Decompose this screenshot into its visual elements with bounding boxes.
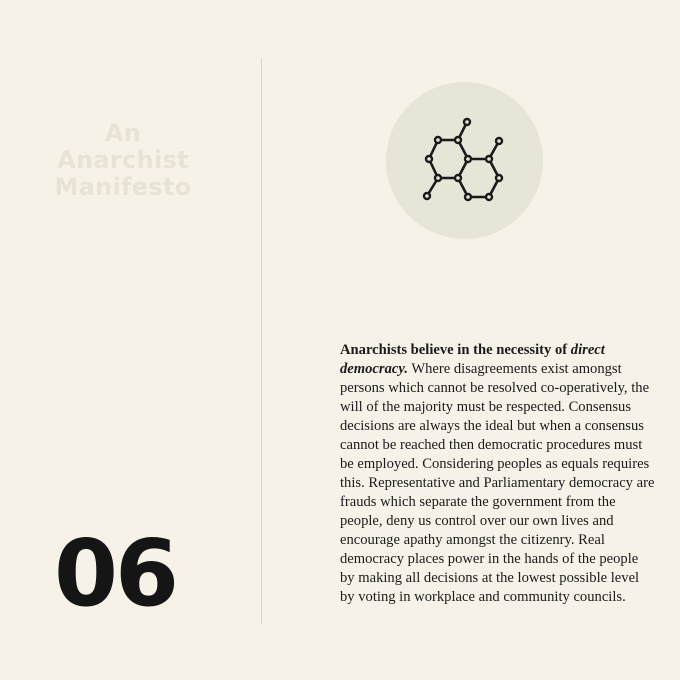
page-title [48,120,198,201]
paragraph-text: Where disagreements exist amongst persons which cannot be resolved co-operatively, the will of the majority must be respected. Consensus decisions are always the ideal but when a consensus cannot be reached then democratic procedures must be employed. Considering peoples as equals requires this. Representative and Parliamentary democracy are frauds which separate the government from the people, deny us control over our own lives and encourage apathy amongst the citizenry. Real democracy places power in the hands of the people by making all decisions at the lowest possible level by voting in workplace and community councils. [340,361,655,605]
lead-emphasis: direct democracy. [340,342,605,377]
section-number: 06 [54,520,177,627]
vertical-divider [261,58,262,624]
title-line-1: An [104,119,142,147]
title-line-2: Anarchist [57,146,189,174]
title-line-3: Manifesto [54,173,192,201]
lead-text: Anarchists believe in the necessity of [340,342,568,358]
icon-badge [386,82,543,239]
manifesto-paragraph [340,341,655,607]
molecule-hexagon-icon [386,82,543,239]
